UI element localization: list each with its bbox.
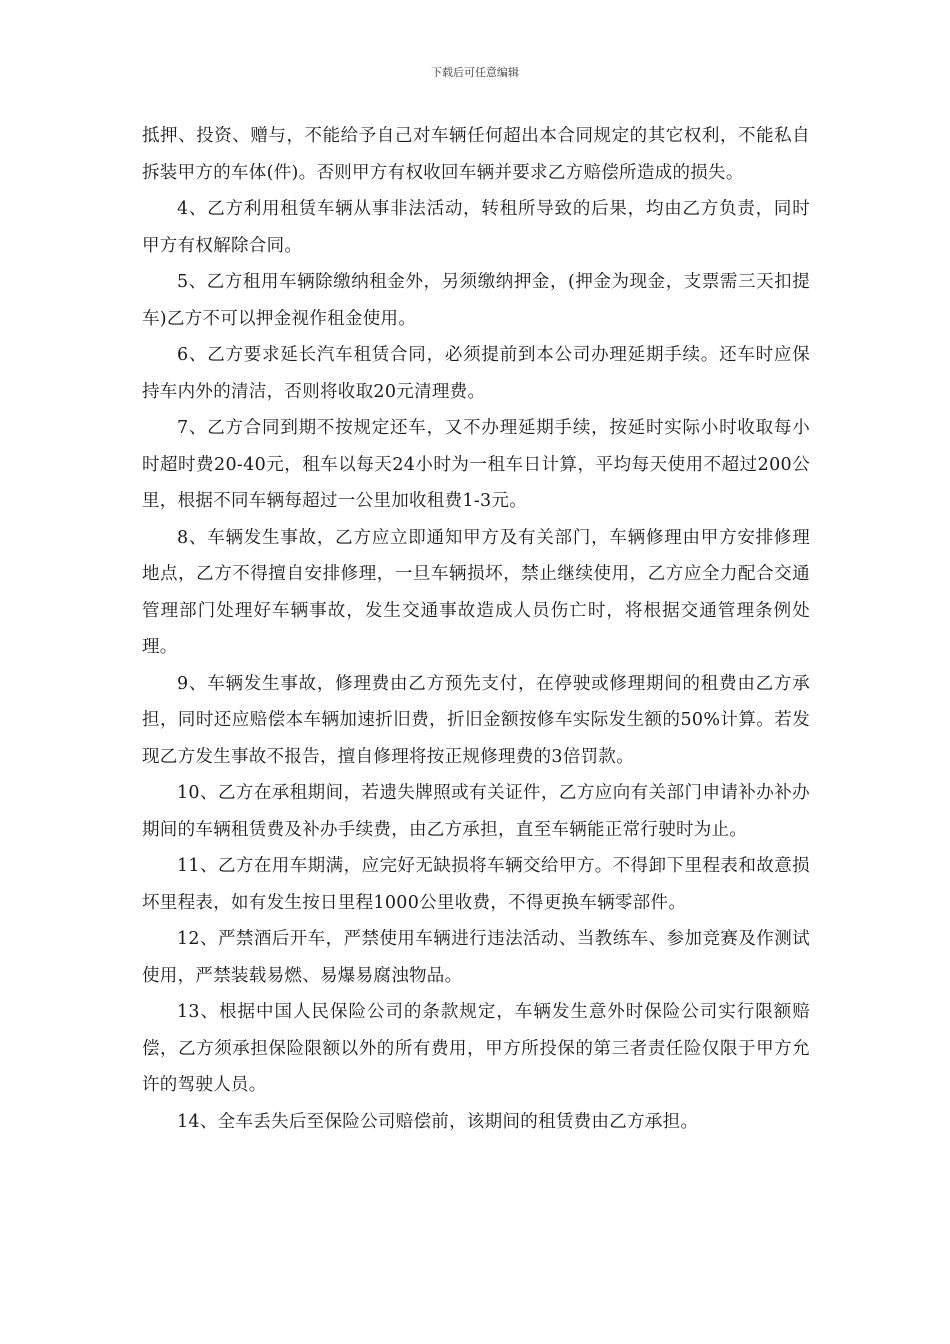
paragraph: 13、根据中国人民保险公司的条款规定，车辆发生意外时保险公司实行限额赔偿，乙方须承担保险限额以外的所有费用，甲方所投保的第三者责任险仅限于甲方允许的驾驶人员。 <box>142 1002 810 1095</box>
paragraph: 9、车辆发生事故，修理费由乙方预先支付，在停驶或修理期间的租费由乙方承担，同时还应赔偿本车辆加速折旧费，折旧金额按修车实际发生额的50%计算。若发现乙方发生事故不报告，擅自修理将按正规修理费的3倍罚款。 <box>142 673 810 767</box>
paragraph: 8、车辆发生事故，乙方应立即通知甲方及有关部门，车辆修理由甲方安排修理地点，乙方不得擅自安排修理，一旦车辆损坏，禁止继续使用，乙方应全力配合交通管理部门处理好车辆事故，发生交通事故造成人员伤亡时，将根据交通管理条例处理。 <box>142 527 810 657</box>
page-header: 下载后可任意编辑 <box>431 66 519 79</box>
paragraph: 5、乙方租用车辆除缴纳租金外，另须缴纳押金，(押金为现金，支票需三天扣提车)乙方不可以押金视作租金使用。 <box>142 272 810 329</box>
paragraph: 抵押、投资、赠与，不能给予自己对车辆任何超出本合同规定的其它权利，不能私自拆装甲方的车体(件)。否则甲方有权收回车辆并要求乙方赔偿所造成的损失。 <box>142 126 810 183</box>
paragraph: 12、严禁酒后开车，严禁使用车辆进行违法活动、当教练车、参加竞赛及作测试使用，严禁装载易燃、易爆易腐浊物品。 <box>142 929 810 986</box>
paragraph: 7、乙方合同到期不按规定还车，又不办理延期手续，按延时实际小时收取每小时超时费20-40元，租车以每天24小时为一租车日计算，平均每天使用不超过200公里，根据不同车辆每超过一公里加收租费1-3元。 <box>142 418 810 511</box>
paragraph: 10、乙方在承租期间，若遗失牌照或有关证件，乙方应向有关部门申请补办补办期间的车辆租赁费及补办手续费，由乙方承担，直至车辆能正常行驶时为止。 <box>142 783 810 840</box>
paragraph: 4、乙方利用租赁车辆从事非法活动，转租所导致的后果，均由乙方负责，同时甲方有权解除合同。 <box>142 199 810 256</box>
paragraph: 11、乙方在用车期满，应完好无缺损将车辆交给甲方。不得卸下里程表和故意损坏里程表，如有发生按日里程1000公里收费，不得更换车辆零部件。 <box>142 856 810 913</box>
document-body <box>142 118 810 1140</box>
paragraph: 6、乙方要求延长汽车租赁合同，必须提前到本公司办理延期手续。还车时应保持车内外的清洁，否则将收取20元清理费。 <box>142 345 810 402</box>
paragraph: 14、全车丢失后至保险公司赔偿前，该期间的租赁费由乙方承担。 <box>177 1111 699 1132</box>
